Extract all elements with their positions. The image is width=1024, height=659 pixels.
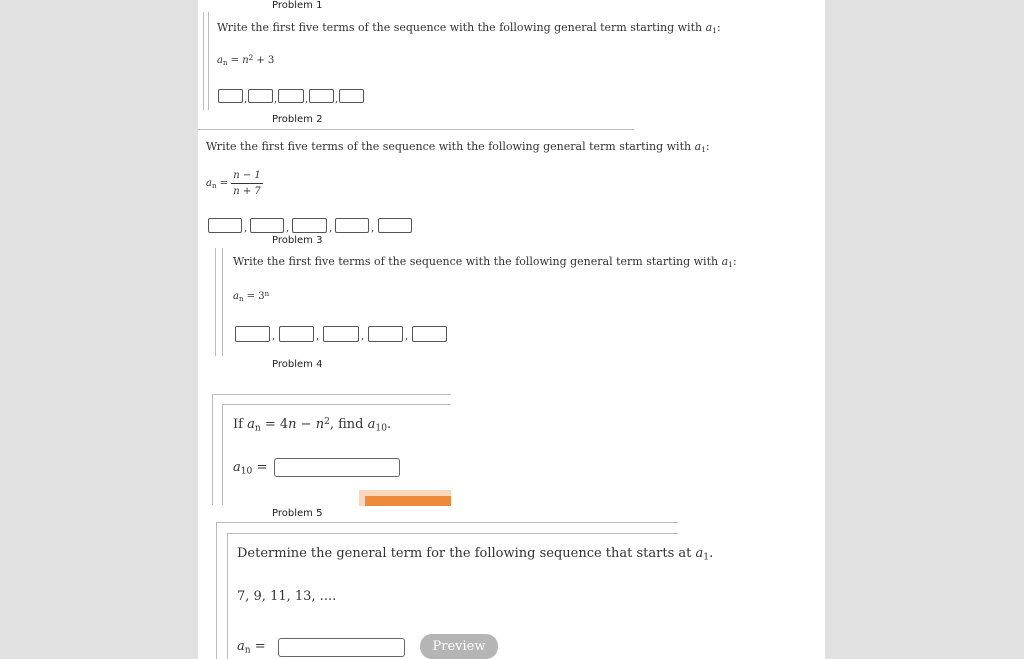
problem-3-prompt-text: Write the first five terms of the sequence with the following general term starting with [233,255,719,268]
problem-4-prompt: If $a_n = 4n - n^2$, find $a_{10}$. [233,417,392,434]
comma: , [274,94,278,105]
problem-4-answer-label: $a_{10}$ = [233,460,268,477]
problem-5-frame-left-outer [216,522,217,659]
problem-2-colon: : [706,140,710,153]
problem-4-frame-left-outer [212,394,213,505]
problem-2-term-2-input[interactable] [250,218,284,233]
problem-2-fraction [231,170,263,197]
problem-5-frame-top-inner [227,533,678,534]
problem-5-frame-top-outer [216,522,678,523]
comma: , [305,94,309,105]
problem-2-title: Problem 2 [272,114,323,125]
problem-2-term-1-input[interactable] [208,218,242,233]
problem-3-colon: : [733,255,737,268]
preview-button[interactable]: Preview [420,634,498,659]
comma: , [361,331,365,342]
comma: , [371,223,375,234]
problem-2-formula: $a_n$ = $\frac{n - 1}{n + 7}$ [206,170,261,197]
problem-1-formula: $a_n = n^2 + 3$ [217,54,275,67]
problem-2-prompt [206,140,710,154]
problem-2-term-5-input[interactable] [378,218,412,233]
problem-1-term-2-input[interactable] [248,89,273,103]
comma: , [316,331,320,342]
problem-5-prompt [237,546,713,562]
problem-3-title: Problem 3 [272,235,323,246]
problem-3-term-2-input[interactable] [279,326,314,342]
problem-4-orange-bar [365,496,451,506]
problem-1-term-4-input[interactable] [309,89,334,103]
problem-3-term-3-input[interactable] [323,326,359,342]
problem-2-divider [198,129,634,130]
problem-3-formula: $a_n = 3^n$ [233,290,270,303]
problem-4-frame-top-outer [212,394,451,395]
problem-2-numerator: n − 1 [231,170,263,184]
problem-5-title: Problem 5 [272,508,323,519]
problem-1-term-5-input[interactable] [339,89,364,103]
problem-2-denominator: n + 7 [233,186,261,197]
problem-3-border-inner [222,248,223,356]
problem-4-frame-left-inner [222,404,223,505]
comma: , [329,223,333,234]
problem-3-term-4-input[interactable] [368,326,403,342]
problem-1-colon: : [717,21,721,34]
problem-2-term-4-input[interactable] [335,218,369,233]
problem-1-a1: $a_1$ [705,21,718,35]
problem-5-answer-label: $a_n$ = [237,639,266,656]
problem-3-term-5-input[interactable] [412,326,447,342]
problem-5-answer-input[interactable] [278,638,405,657]
comma: , [244,223,248,234]
problem-4-title: Problem 4 [272,359,323,370]
problem-1-term-1-input[interactable] [218,89,243,103]
problem-5-period: . [709,546,714,561]
comma: , [335,94,339,105]
problem-1-title: Problem 1 [272,0,323,11]
problem-1-prompt-text: Write the first five terms of the sequence with the following general term starting with [217,21,703,34]
comma: , [405,331,409,342]
problem-1-prompt [217,21,721,35]
problem-5-frame-left-inner [227,533,228,659]
problem-3-term-1-input[interactable] [235,326,270,342]
comma: , [244,94,248,105]
problem-3-prompt [233,255,737,269]
problem-1-term-3-input[interactable] [278,89,304,103]
problem-5-sequence: 7, 9, 11, 13, .... [237,589,337,604]
problem-4-frame-top-inner [222,404,451,405]
problem-2-term-3-input[interactable] [292,218,327,233]
problem-5-prompt-text: Determine the general term for the following sequence that starts at [237,546,692,561]
problem-3-border-outer [215,248,216,356]
problem-1-border-inner [208,12,209,110]
problem-3-a1: $a_1$ [721,255,734,269]
problem-2-prompt-text: Write the first five terms of the sequence with the following general term starting with [206,140,692,153]
comma: , [272,331,276,342]
problem-4-answer-input[interactable] [274,458,400,477]
problem-2-a1: $a_1$ [694,140,707,154]
problem-5-a1: $a_1$ [695,546,710,563]
problem-1-border-outer [203,12,204,110]
comma: , [286,223,290,234]
